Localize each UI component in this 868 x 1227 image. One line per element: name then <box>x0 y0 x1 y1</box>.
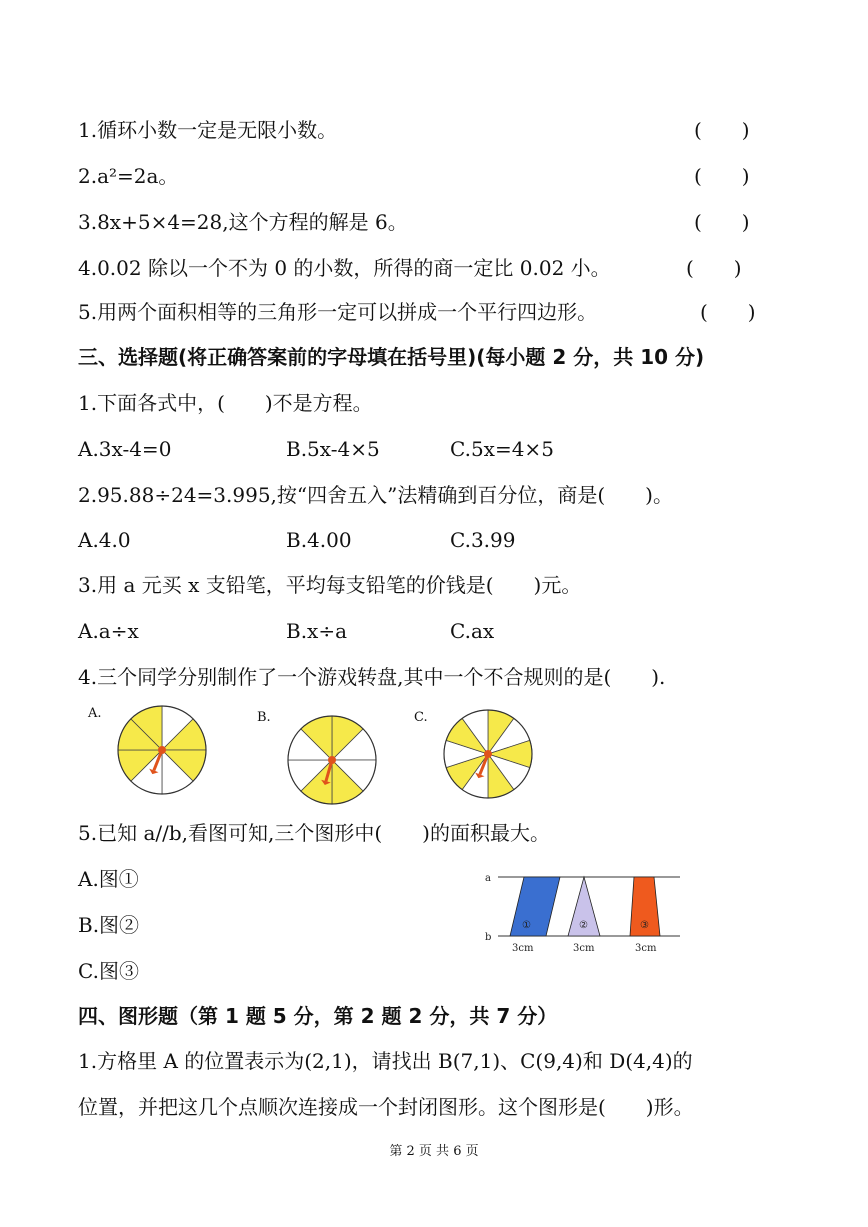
answer-paren-3[interactable]: ( ) <box>694 210 750 234</box>
choice-q5: 5.已知 a//b,看图可知,三个图形中( )的面积最大。 <box>78 821 550 845</box>
judge-item-5: 5.用两个面积相等的三角形一定可以拼成一个平行四边形。 <box>78 300 598 324</box>
answer-paren-4[interactable]: ( ) <box>686 256 742 280</box>
shape-1-label: ① <box>522 920 531 931</box>
choice-q3-option-a[interactable]: A.a÷x <box>78 619 139 643</box>
shape-q1-line1: 1.方格里 A 的位置表示为(2,1)，请找出 B(7,1)、C(9,4)和 D(4,4)的 <box>78 1049 693 1073</box>
spinner-wheel-b[interactable] <box>284 712 380 808</box>
line-b-label: b <box>485 932 492 943</box>
choice-q2-option-b[interactable]: B.4.00 <box>286 528 352 552</box>
shape-1-parallelogram <box>510 877 560 936</box>
answer-paren-5[interactable]: ( ) <box>700 300 756 324</box>
choice-q1-option-c[interactable]: C.5x=4×5 <box>450 437 554 461</box>
choice-q3-option-c[interactable]: C.ax <box>450 619 495 643</box>
choice-q2-option-c[interactable]: C.3.99 <box>450 528 516 552</box>
judge-item-1: 1.循环小数一定是无限小数。 <box>78 118 338 142</box>
pointer-hub <box>158 746 166 754</box>
choice-q3: 3.用 a 元买 x 支铅笔，平均每支铅笔的价钱是( )元。 <box>78 573 582 597</box>
wheel-label-a: A. <box>88 706 102 721</box>
choice-q1-option-a[interactable]: A.3x-4=0 <box>78 437 172 461</box>
spinner-wheel-a[interactable] <box>114 702 210 798</box>
choice-q2: 2.95.88÷24=3.995,按“四舍五入”法精确到百分位，商是( )。 <box>78 483 673 507</box>
judge-item-3: 3.8x+5×4=28,这个方程的解是 6。 <box>78 210 408 234</box>
choice-q4: 4.三个同学分别制作了一个游戏转盘,其中一个不合规则的是( ). <box>78 665 666 689</box>
shape-2-label: ② <box>579 920 588 931</box>
shape-3-base-label: 3cm <box>635 943 657 954</box>
wheel-label-b: B. <box>257 710 271 725</box>
shape-3-label: ③ <box>640 920 649 931</box>
judge-item-4: 4.0.02 除以一个不为 0 的小数，所得的商一定比 0.02 小。 <box>78 256 611 280</box>
pointer-hub <box>328 756 336 764</box>
choice-q5-option-a[interactable]: A.图① <box>78 867 139 891</box>
choice-q5-option-c[interactable]: C.图③ <box>78 959 139 983</box>
shape-2-base-label: 3cm <box>573 943 595 954</box>
choice-q3-option-b[interactable]: B.x÷a <box>286 619 348 643</box>
wheel-label-c: C. <box>414 710 428 725</box>
choice-q2-option-a[interactable]: A.4.0 <box>78 528 131 552</box>
shape-1-base-label: 3cm <box>512 943 534 954</box>
section-4-heading: 四、图形题（第 1 题 5 分，第 2 题 2 分，共 7 分） <box>78 1004 558 1028</box>
pointer-hub <box>484 750 492 758</box>
line-a-label: a <box>485 873 491 884</box>
page-footer: 第 2 页 共 6 页 <box>389 1144 479 1159</box>
choice-q5-option-b[interactable]: B.图② <box>78 913 140 937</box>
judge-item-2: 2.a²=2a。 <box>78 164 179 188</box>
shape-q1-line2: 位置，并把这几个点顺次连接成一个封闭图形。这个图形是( )形。 <box>78 1095 694 1119</box>
choice-q1: 1.下面各式中，( )不是方程。 <box>78 391 373 415</box>
answer-paren-1[interactable]: ( ) <box>694 118 750 142</box>
spinner-wheel-c[interactable] <box>440 706 536 802</box>
parallel-lines-figure <box>480 866 690 958</box>
choice-q1-option-b[interactable]: B.5x-4×5 <box>286 437 380 461</box>
section-3-heading: 三、选择题(将正确答案前的字母填在括号里)(每小题 2 分，共 10 分) <box>78 345 705 369</box>
answer-paren-2[interactable]: ( ) <box>694 164 750 188</box>
